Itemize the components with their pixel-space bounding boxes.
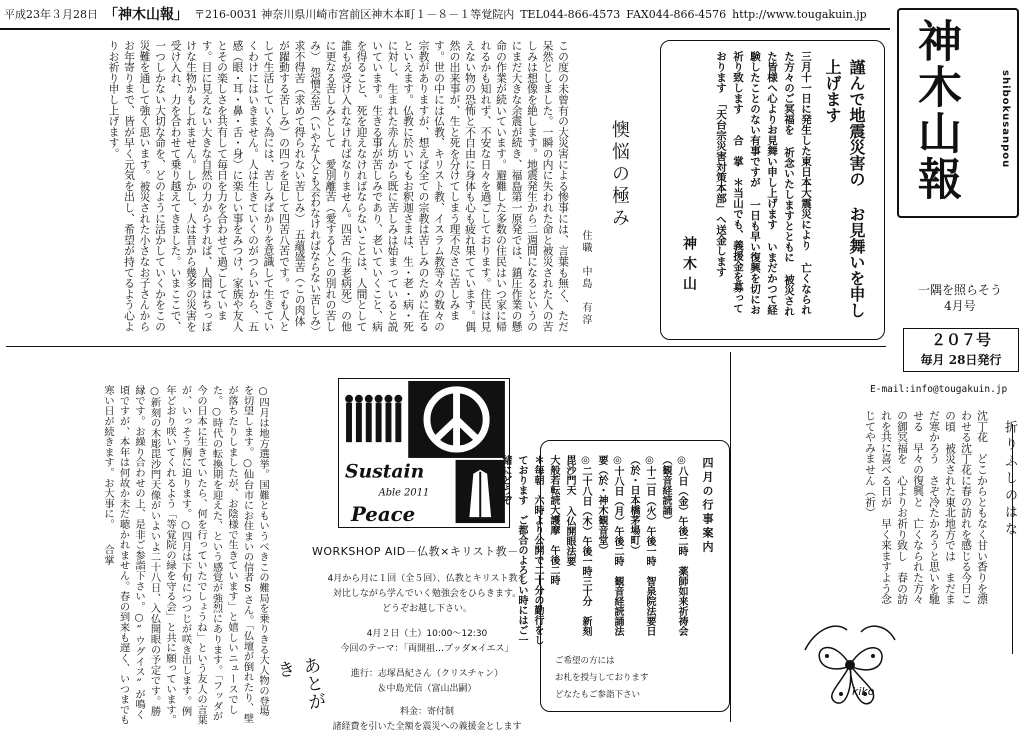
column-title: 折りふしのはな [1002, 420, 1017, 539]
newsletter-header [0, 0, 890, 30]
issue-number: ２０７号 [930, 331, 991, 349]
schedule-item: ◎十八日（月）午後二時 観音経読誦法要（於・神木観音堂） [596, 455, 623, 636]
workshop-donation: 諸経費を引いた全額を震災への義援金とします [332, 722, 522, 732]
email-link[interactable]: E-mail:info@tougakuin.jp [870, 384, 1008, 395]
notice-line: お札を授与しております [555, 673, 649, 683]
schedule-heading: 四月の行事案内 [701, 457, 714, 555]
schedule-item: ◎八日（金）午後二時 薬師如来祈祷会（観音経読誦） [660, 455, 687, 636]
workshop-line: 対比しながら学んでいく勉強会をひらきます。 [332, 589, 522, 599]
article-body: この度の未曾有の大災害による惨事には、言葉も無く、ただ呆然としました。一瞬の内に失われた命と被災された人の苦しみは想像を絶します。地震発生から二週間になるというのにまだ大きな余震が続き、福島第一原発では、鎮圧作業の懸命の作業が続いています。避難した多数の住民はいつ家に帰れるかも知れず、不安な日々を過ごしております。住民は見えない物の恐怖と不自由に身体も心も疲れ果てています。偶然の出来事が、生と死を分けてしまう理不尽さに苦しみます。世の中には仏教、キリスト教、イスラム教等々の数々の宗教がありますが、想えば全ての宗教は苦しみのために在るといえます。仏教に於いてもお釈迦さまは、生・老・病・死に対し、生まれた赤ん坊から既に苦しみは始まっていると説いています。生きる事が苦しみであり、老いていくこと、病を得ること、死を迎えなければならないことは、人間として誰もが受け入れなければなりません。四苦（生老病死）の他に更なる苦しみとして 愛別離苦（愛する人との別れの苦しみ） 怨憎会苦（いやな人とも会わなければならない苦しみ） 求不得苦（求めて得られない苦しみ） 五蘊盛苦（この肉体が躍動する苦しみ）の四つを足して四苦八苦です。でも人として生活していく為には、苦しみばかりを意識して生きていくわけにはいきません。人は生きていくのがつらいから、五感（眼・耳・鼻・舌・身）に楽しい事をみつけ、家族や友人とその楽しさを共有して毎日を力を合わせて過ごしています。目に見えない大きな自然の力からすれば、人間はちっぽけな生物かもしれません。しかし、人は昔から幾多の災害を受け入れ、力を合わせて乗り越えてきました。いまここで、一つしかない大切な命を、どのように活かしていくかをこの災難を通して強く思います。被災された小さなお子さんからお年寄りまで、皆が早く元気を出し、希望が持てるよう心よりお祈り申し上げます。 [107, 40, 570, 343]
workshop-line: どうぞお越し下さい。 [381, 604, 472, 614]
artist-signature: kiko [852, 685, 875, 698]
fax: FAX044-866-4576 [626, 7, 727, 21]
masthead-romaji: shibokusanpou [1000, 70, 1011, 169]
workshop-theme: 今回のテーマ：「両開祖…ブッダ×イエス」 [340, 644, 514, 654]
schedule-item: 大般若転読大護摩 午後二時 [548, 455, 559, 585]
schedule-item: ◎二十八日（木）午後一時三十分 新刻毘沙門天 入仏開眼法要 [564, 455, 591, 636]
column-divider [730, 352, 731, 722]
column-body: 沈丁花 どこからともなく甘い香りを漂わせる沈丁花に春の訪れを感じる今日この頃 被災された東北地方では まだまだ寒かろう さぞ冷たかろうと思いを馳せる 早々の復興と 亡くなられた方々の御冥福を 心よりお祈り致し 春の訪れを共に喜べる日が 早く来ますよう念じてやみません（祈） [864, 410, 989, 605]
schedule-list [497, 455, 689, 645]
art-word-peace: Peace [350, 502, 416, 527]
event-schedule-box [500, 440, 730, 712]
masthead-title: 神木山報 [910, 18, 961, 202]
schedule-item: ＊毎朝 六時より公開で二十分の勤行をしております ご都合のよろしい時にはご一緒にどうぞ [500, 455, 543, 645]
condolence-heading: 謹んで地震災害の お見舞いを申し上げます [823, 59, 866, 318]
schedule-item: ◎十二日（火）午後一時 智泉院法要日（於・日本橋茅場町） [628, 455, 655, 636]
tagline-block [900, 282, 1020, 314]
newsletter-name: 「神木山報」 [104, 7, 188, 23]
masthead [897, 8, 1019, 218]
workshop-host: ＆中島光信（富山出嗣） [377, 684, 477, 694]
section-divider [6, 346, 886, 347]
issue-box [903, 328, 1019, 372]
art-word-sustain: Sustain [345, 460, 425, 483]
address: 〒216-0031 神奈川県川崎市宮前区神木本町１－８－１等覚院内 [194, 8, 515, 21]
schedule-notice [555, 653, 705, 704]
notice-line: どなたもご参詣下さい [555, 690, 641, 700]
issue-schedule: 毎月 28日発行 [920, 353, 1002, 367]
issue-month: 4月号 [944, 299, 976, 313]
article-title: 懊悩の極み [609, 120, 630, 230]
workshop-date: 4月２日（土）10:00～12:30 [366, 629, 488, 639]
issue-date: 平成23年３月28日 [4, 8, 98, 21]
notice-line: ご希望の方には [555, 656, 615, 666]
tagline: 一隅を照らそう [917, 283, 1002, 297]
telephone: TEL044-866-4573 [520, 7, 621, 21]
art-word-able: Able 2011 [378, 487, 430, 499]
article-author: 住職 中島 有淳 [580, 230, 591, 326]
workshop-line: 4月から月に１回（全５回）、仏教とキリスト教を [327, 574, 527, 584]
flower-illustration-icon [795, 610, 905, 720]
website-link[interactable]: http://www.tougakuin.jp [732, 7, 867, 21]
crowd-silhouette-icon [343, 383, 404, 448]
workshop-artwork [338, 378, 510, 528]
condolence-signature: 神木山 [681, 236, 697, 296]
atogaki-title: あとがき [273, 655, 328, 712]
workshop-fee: 料金：寄付制 [399, 707, 454, 717]
atogaki-body: ○四月は地方選挙。国難ともいうべきこの難局を乗りきる大人物の登場を切望します。○仙台市にお住まいの信者Sさん。「仏壇が倒れたり、壁が落ちたりしましたが、お陰様で生きています」と嬉しいニュースでした。○時代の転換期を迎えた、という感覚が強烈にあります。「フッダが今の日本に生きていたら、何を行っていたでしょうね」という友人の言葉が、いっそう胸に迫ります。○四月は下旬につつじが咲き出します。例年どおり咲いてくれるよう「等覚院の緑を守る会」と共に願っています。○新刻の木彫毘沙門天像がいよいよ二十八日、入仏開眼の予定です。勝縁です。お繰り合わせの上、是非ご参詣下さい。○”ウグイス”が鳴く頃ですが、本年は何故か未だ聴かれません。春の到来も遅く、いつまでも寒い日が続きます。お大事に。 合掌 [102, 385, 269, 725]
workshop-title: WORKSHOP AID－仏教×キリスト教－ [312, 545, 519, 558]
peace-symbol-icon [408, 381, 505, 458]
workshop-host: 進行：志塚昌紀さん（クリスチャン） [350, 669, 504, 679]
condolence-body: 三月十一日に発生した東日本大震災により 亡くなられた方々のご冥福を 祈念いたしますとともに 被災された皆様へ心よりお見舞い申し上げます いまだかつて経験したことのない有事ですが 一日も早い復興を切にお祈り致します 合 掌 ＊当山でも、義援金を募っております 「天台宗災害対策本部」へ送金します [715, 51, 812, 317]
condolence-box [660, 40, 885, 340]
